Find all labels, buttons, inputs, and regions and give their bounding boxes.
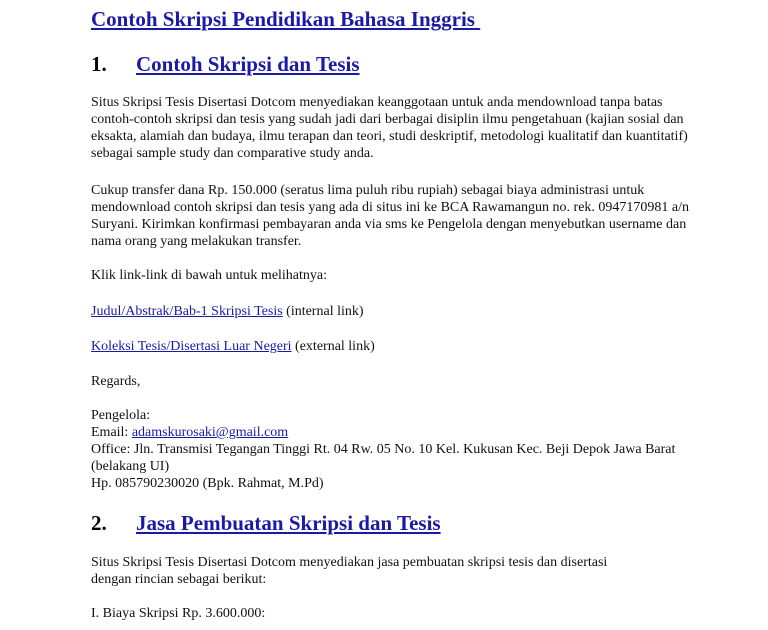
internal-link[interactable]: Judul/Abstrak/Bab-1 Skripsi Tesis bbox=[91, 304, 283, 319]
section-1-number: 1. bbox=[91, 52, 107, 76]
link-row-1 bbox=[91, 303, 364, 320]
regards-text: Regards, bbox=[91, 374, 141, 389]
section-1-heading bbox=[91, 52, 360, 77]
internal-link-note: (internal link) bbox=[282, 304, 364, 319]
section-2-heading-link[interactable]: Jasa Pembuatan Skripsi dan Tesis bbox=[136, 511, 441, 535]
section-2-heading bbox=[91, 511, 441, 536]
email-label: Email: bbox=[91, 425, 132, 440]
section-2-number: 2. bbox=[91, 511, 107, 535]
section-1-paragraph-2: Cukup transfer dana Rp. 150.000 (seratus lima puluh ribu rupiah) sebagai biaya administrasi untuk mendownload contoh skripsi dan tesis yang ada di situs ini ke BCA Rawamangun no. rek. 0947170981 a/n Suryani. Kirimkan konfirmasi pembayaran anda via sms ke Pengelola dengan menyebutkan username dan nama orang yang melakukan transfer. bbox=[91, 183, 690, 249]
section-2-item-1: I. Biaya Skripsi Rp. 3.600.000: bbox=[91, 606, 266, 621]
email-row bbox=[91, 424, 288, 441]
link-row-2 bbox=[91, 338, 375, 355]
phone-contact: Hp. 085790230020 (Bpk. Rahmat, M.Pd) bbox=[91, 476, 324, 491]
section-2-paragraph-1: Situs Skripsi Tesis Disertasi Dotcom menyediakan jasa pembuatan skripsi tesis dan disertasi dengan rincian sebagai berikut: bbox=[91, 555, 608, 587]
external-link-note: (external link) bbox=[291, 339, 375, 354]
email-link[interactable]: adamskurosaki@gmail.com bbox=[131, 425, 289, 440]
office-address: Office: Jln. Transmisi Tegangan Tinggi Rt. 04 Rw. 05 No. 10 Kel. Kukusan Kec. Beji Depok Jawa Barat (belakang UI) bbox=[91, 442, 676, 474]
section-1-heading-link[interactable]: Contoh Skripsi dan Tesis bbox=[136, 52, 360, 76]
section-1-paragraph-3: Klik link-link di bawah untuk melihatnya: bbox=[91, 268, 328, 283]
external-link[interactable]: Koleksi Tesis/Disertasi Luar Negeri bbox=[91, 339, 292, 354]
document-title[interactable]: Contoh Skripsi Pendidikan Bahasa Inggris bbox=[91, 7, 481, 31]
section-1-paragraph-1: Situs Skripsi Tesis Disertasi Dotcom menyediakan keanggotaan untuk anda mendownload tanpa batas contoh-contoh skripsi dan tesis yang sudah jadi dari berbagai disiplin ilmu pengetahuan (kajian sosial dan eksakta, alamiah dan budaya, ilmu terapan dan teori, studi deskriptif, metodologi kualitatif dan kuantitatif) sebagai sample study dan comparative study anda. bbox=[91, 95, 688, 161]
pengelola-label: Pengelola: bbox=[91, 408, 151, 423]
